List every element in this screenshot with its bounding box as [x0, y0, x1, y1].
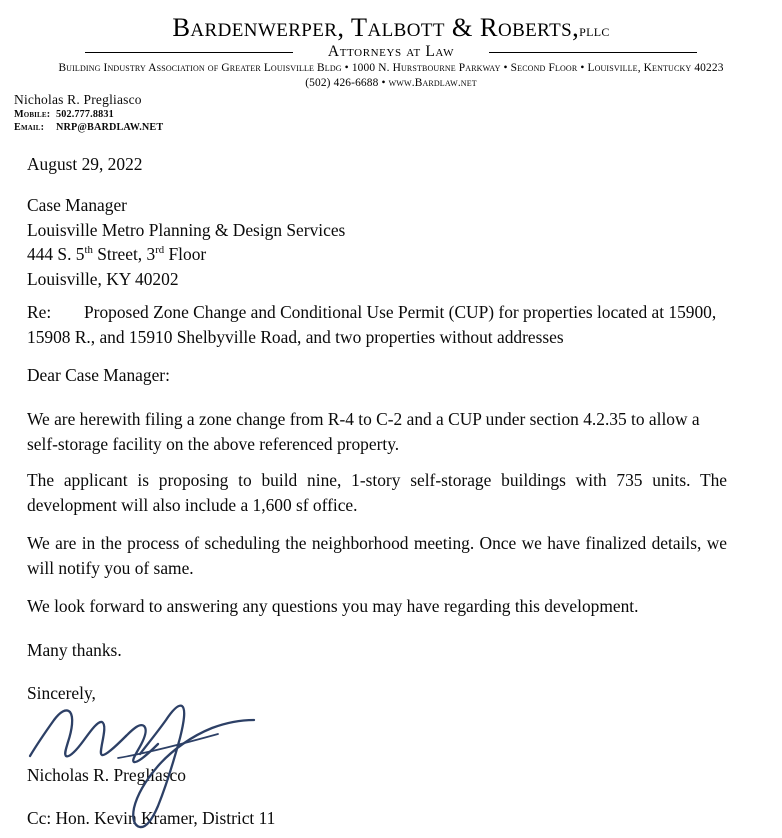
recipient-line-3-pre: 444 S. 5: [27, 244, 85, 264]
body-paragraph-1: We are herewith filing a zone change from R-4 to C-2 and a CUP under section 4.2.35 to allow a self-storage facility on the above referenced property.: [27, 409, 700, 454]
recipient-line-1: Case Manager: [27, 195, 127, 215]
firm-name: [0, 0, 782, 41]
letterhead: [0, 0, 782, 91]
sender-mobile-row: [14, 109, 163, 121]
tagline-rule-row: [0, 42, 782, 61]
firm-name-text: Bardenwerper, Talbott & Roberts,: [172, 12, 580, 42]
letter-date: August 29, 2022: [27, 154, 143, 174]
sender-email-label: Email:: [14, 121, 45, 133]
sender-email-value[interactable]: NRP@BARDLAW.NET: [56, 121, 164, 133]
firm-name-suffix: pllc: [579, 21, 610, 40]
thanks-line: Many thanks.: [27, 640, 122, 660]
recipient-line-4: Louisville, KY 40202: [27, 268, 179, 289]
sender-mobile-value: 502.777.8831: [56, 108, 114, 120]
recipient-line-3-post: Floor: [164, 244, 207, 264]
re-label: Re:: [27, 302, 52, 322]
sender-name: Nicholas R. Pregliasco: [14, 92, 142, 107]
body-paragraph-4: We look forward to answering any questions you may have regarding this development.: [27, 596, 639, 616]
re-subject-block: [27, 300, 719, 349]
recipient-line-3: [27, 242, 345, 267]
body-paragraph-2: The applicant is proposing to build nine, 1-story self-storage buildings with 735 units. The development will also include a 1,600 sf office.: [27, 470, 727, 515]
letterhead-address: Building Industry Association of Greater Louisville Bldg • 1000 N. Hurstbourne Parkway • Second Floor • Louisville, Kentucky 40223: [58, 62, 724, 75]
letterhead-contact: (502) 426-6688 • www.Bardlaw.net: [305, 77, 477, 90]
sender-contact-block: [14, 92, 163, 134]
recipient-address-block: [27, 193, 345, 291]
signer-name: Nicholas R. Pregliasco: [27, 765, 186, 785]
ordinal-suffix-rd: rd: [155, 244, 165, 257]
salutation: Dear Case Manager:: [27, 365, 170, 385]
closing-line: Sincerely,: [27, 683, 96, 703]
firm-tagline: Attorneys at Law: [327, 43, 455, 61]
recipient-line-2: Louisville Metro Planning & Design Services: [27, 219, 346, 240]
sender-email-row: [14, 122, 163, 134]
recipient-line-3-mid: Street, 3: [92, 244, 156, 264]
re-text: Proposed Zone Change and Conditional Use Permit (CUP) for properties located at 15900, 15908 R., and 15910 Shelbyville Road, and two properties without addresses: [27, 302, 717, 347]
ordinal-suffix-th: th: [84, 244, 93, 257]
sender-mobile-label: Mobile:: [14, 108, 51, 120]
body-paragraph-3: We are in the process of scheduling the neighborhood meeting. Once we have finalized details, we will notify you of same.: [27, 533, 727, 578]
cc-line: Cc: Hon. Kevin Kramer, District 11: [27, 808, 276, 828]
